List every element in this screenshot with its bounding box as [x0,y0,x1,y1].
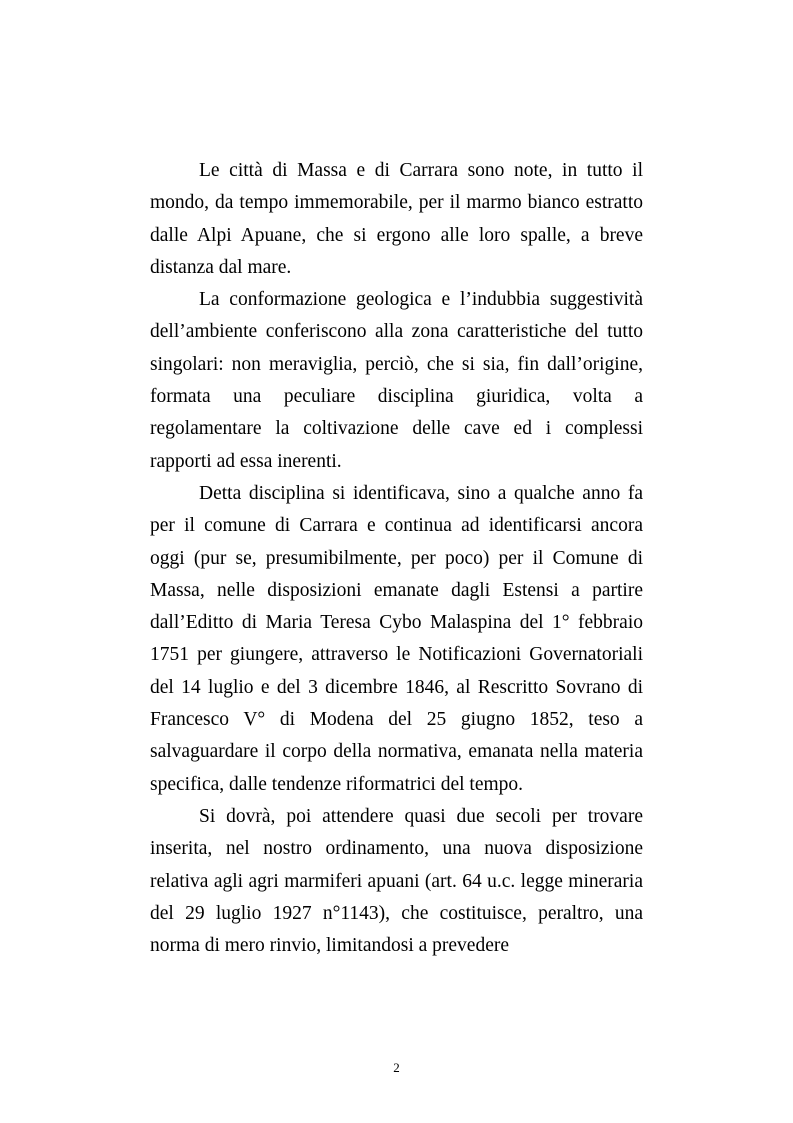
paragraph-1: Le città di Massa e di Carrara sono note, in tutto il mondo, da tempo immemorabile, per il marmo bianco estratto dalle Alpi Apuane, che si ergono alle loro spalle, a breve distanza dal mare. [150,160,643,278]
paragraph-3: Detta disciplina si identificava, sino a qualche anno fa per il comune di Carrara e continua ad identificarsi ancora oggi (pur se, presumibilmente, per poco) per il Comune di Massa, nelle disposizioni emanate dagli Estensi a partire dall’Editto di Maria Teresa Cybo Malaspina del 1° febbraio 1751 per giungere, attraverso le Notificazioni Governatoriali del 14 luglio e del 3 dicembre 1846, al Rescritto Sovrano di Francesco V° di Modena del 25 giugno 1852, teso a salvaguardare il corpo della normativa, emanata nella materia specifica, dalle tendenze riformatrici del tempo. [150,482,643,795]
page-number: 2 [393,1060,400,1075]
paragraph-4: Si dovrà, poi attendere quasi due secoli per trovare inserita, nel nostro ordinamento, una nuova disposizione relativa agli agri marmiferi apuani (art. 64 u.c. legge mineraria del 29 luglio 1927 n°1143), che costituisce, peraltro, una norma di mero rinvio, limitandosi a prevedere [150,805,643,957]
paragraph-2: La conformazione geologica e l’indubbia suggestività dell’ambiente conferiscono alla zona caratteristiche del tutto singolari: non meraviglia, perciò, che si sia, fin dall’origine, formata una peculiare disciplina giuridica, volta a regolamentare la coltivazione delle cave ed i complessi rapporti ad essa inerenti. [150,289,643,472]
body-text [150,155,643,962]
